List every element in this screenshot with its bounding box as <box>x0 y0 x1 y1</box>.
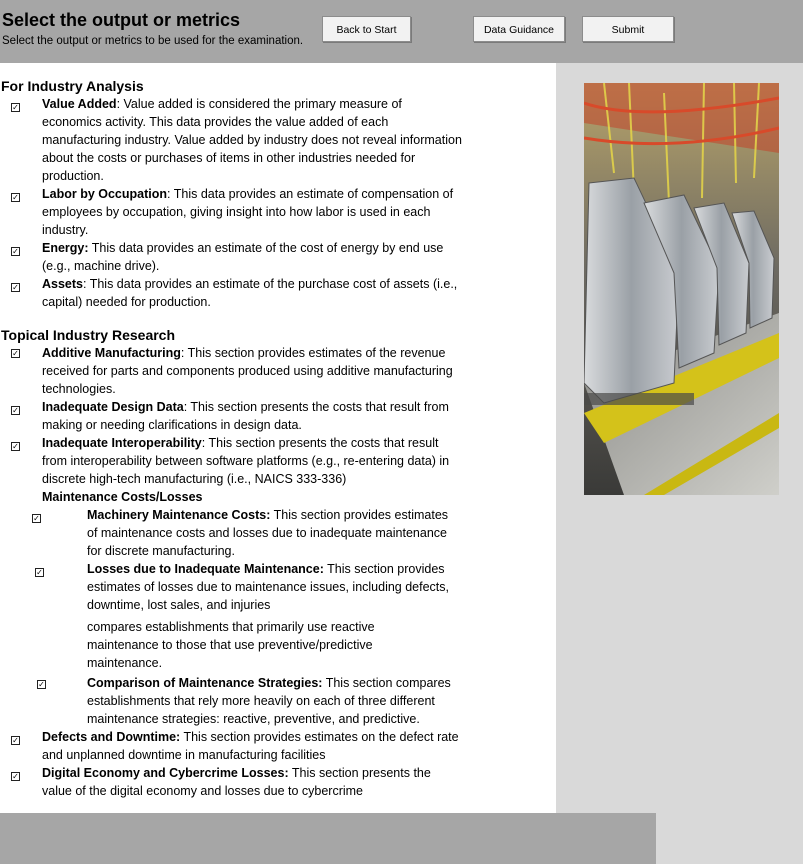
option-desc: This section presents the value of the digital economy and losses due to cybercrime <box>42 766 431 798</box>
data-guidance-button[interactable]: Data Guidance <box>473 16 565 42</box>
checkbox-inadequate-design-data[interactable]: ✓ <box>12 406 19 415</box>
checkbox-machinery-maintenance[interactable]: ✓ <box>33 514 40 523</box>
option-comparison-maintenance-strategies <box>87 674 457 728</box>
checkbox-additive-manufacturing[interactable]: ✓ <box>12 349 19 358</box>
section-topical-research: Topical Industry Research <box>1 327 176 343</box>
option-name: Comparison of Maintenance Strategies: <box>87 676 323 690</box>
option-value-added <box>42 95 462 185</box>
option-desc: : This section presents the costs that result from interoperability between software platforms (e.g., re-entering data) in discrete high-tech manufacturing (i.e., NAICS 333-336) <box>42 436 450 486</box>
option-name: Defects and Downtime: <box>42 730 181 744</box>
option-inadequate-interoperability <box>42 434 462 488</box>
option-name: Inadequate Design Data <box>42 400 184 414</box>
checkbox-labor-by-occupation[interactable]: ✓ <box>12 193 19 202</box>
option-name: Digital Economy and Cybercrime Losses: <box>42 766 289 780</box>
option-name: Inadequate Interoperability <box>42 436 202 450</box>
option-additive-manufacturing <box>42 344 462 398</box>
option-desc: This section provides estimates of maintenance costs and losses due to inadequate maintenance for discrete manufacturing. <box>87 508 449 558</box>
checkbox-inadequate-interoperability[interactable]: ✓ <box>12 442 19 451</box>
option-name: Labor by Occupation <box>42 187 168 201</box>
page-title: Select the output or metrics <box>2 10 241 30</box>
option-desc: This data provides an estimate of the cost of energy by end use (e.g., machine drive). <box>42 241 444 273</box>
option-desc: : This data provides an estimate of compensation of employees by occupation, giving insight into how labor is used in each industry. <box>42 187 454 237</box>
option-name: Energy: <box>42 241 89 255</box>
option-name: Losses due to Inadequate Maintenance: <box>87 562 324 576</box>
checkbox-defects-downtime[interactable]: ✓ <box>12 736 19 745</box>
checkbox-comparison-maintenance-strategies[interactable]: ✓ <box>38 680 45 689</box>
option-desc: : This section presents the costs that result from making or needing clarifications in design data. <box>42 400 449 432</box>
back-to-start-button[interactable]: Back to Start <box>322 16 411 42</box>
page-subtitle: Select the output or metrics to be used for the examination. <box>2 35 304 47</box>
option-desc: : This section provides estimates of the revenue received for parts and components produced using additive manufacturing technologies. <box>42 346 453 396</box>
option-inadequate-design-data <box>42 398 462 434</box>
option-desc: This section provides estimates of losses due to maintenance issues, including defects, downtime, lost sales, and injuries <box>87 562 450 612</box>
maintenance-heading: Maintenance Costs/Losses <box>42 490 203 504</box>
checkbox-digital-economy[interactable]: ✓ <box>12 772 19 781</box>
checkbox-assets[interactable]: ✓ <box>12 283 19 292</box>
option-name: Assets <box>42 277 83 291</box>
option-desc: : Value added is considered the primary measure of economics activity. This data provides the value added of each manufacturing industry. Value added by industry does not reveal information about the costs or purchases of items in other industries needed for production. <box>42 97 462 183</box>
option-desc: This section provides estimates on the defect rate and unplanned downtime in manufacturing facilities <box>42 730 459 762</box>
header-bar <box>0 0 803 63</box>
option-machinery-maintenance <box>87 506 457 560</box>
option-energy <box>42 239 462 275</box>
checkbox-energy[interactable]: ✓ <box>12 247 19 256</box>
option-desc: : This data provides an estimate of the purchase cost of assets (i.e., capital) needed for production. <box>42 277 458 309</box>
option-name: Additive Manufacturing <box>42 346 181 360</box>
checkbox-losses-inadequate-maintenance[interactable]: ✓ <box>36 568 43 577</box>
assembly-line-image <box>584 83 779 495</box>
option-desc: This section compares establishments that rely more heavily on each of three different maintenance strategies: reactive, preventive, and predictive. <box>87 676 451 726</box>
checkbox-value-added[interactable]: ✓ <box>12 103 19 112</box>
option-losses-inadequate-maintenance <box>87 560 457 614</box>
option-labor-by-occupation <box>42 185 462 239</box>
losses-continuation-text: compares establishments that primarily use reactive maintenance to those that use preventive/predictive maintenance. <box>87 620 375 670</box>
footer-bar <box>0 813 656 864</box>
option-name: Machinery Maintenance Costs: <box>87 508 271 522</box>
option-defects-downtime <box>42 728 462 764</box>
option-digital-economy <box>42 764 462 800</box>
option-name: Value Added <box>42 97 117 111</box>
option-assets <box>42 275 462 311</box>
section-industry-analysis: For Industry Analysis <box>1 78 144 94</box>
submit-button[interactable]: Submit <box>582 16 674 42</box>
